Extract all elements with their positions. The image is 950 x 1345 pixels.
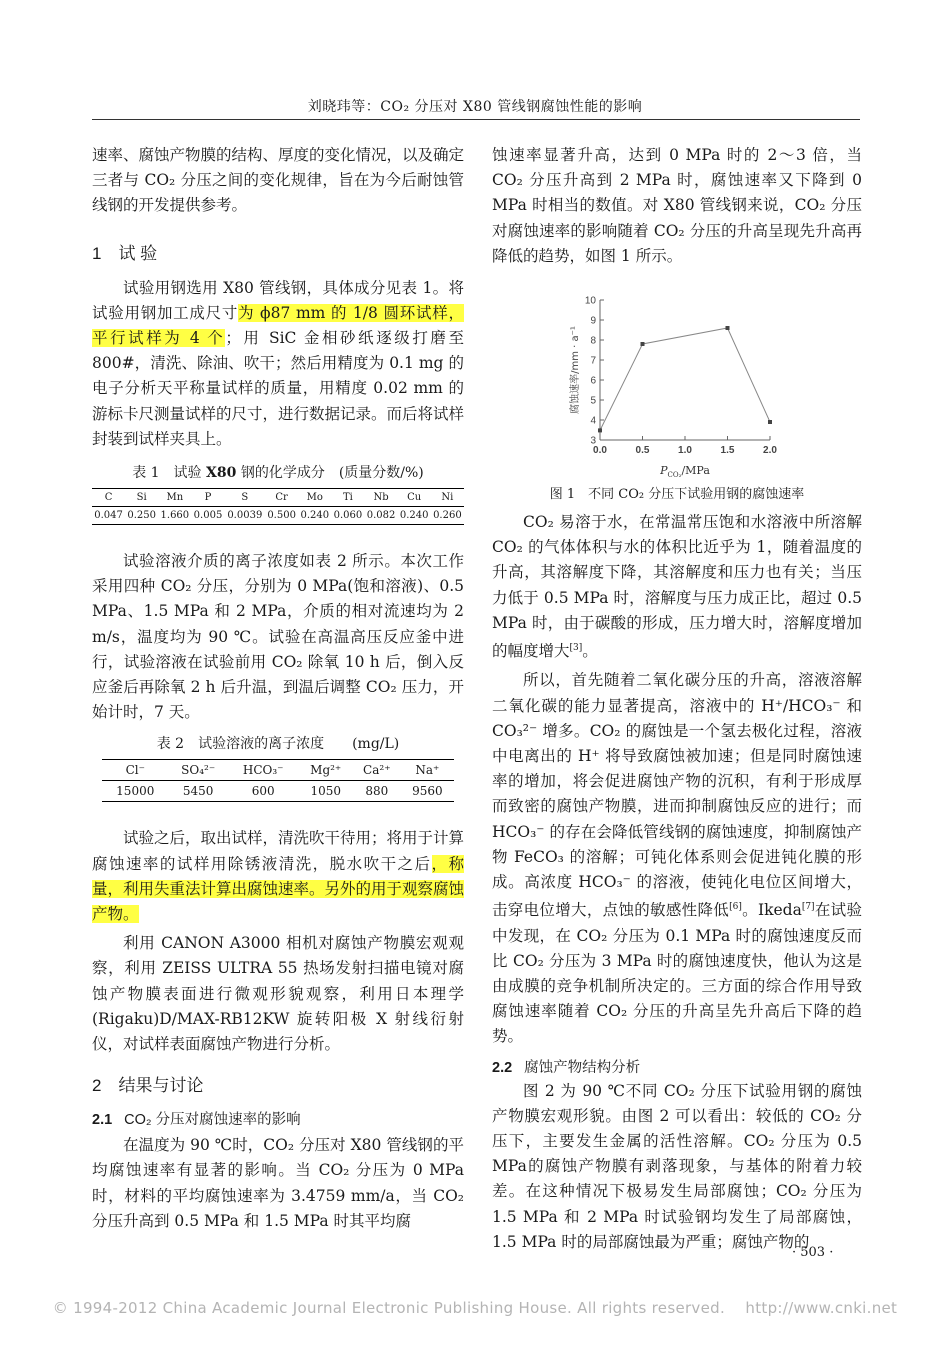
section-1-heading: 1 试 验 — [92, 243, 158, 263]
y-tick-label-0: 3 — [590, 435, 596, 447]
table1-header-0: C — [92, 489, 125, 507]
y-tick-label-7: 10 — [584, 295, 596, 307]
steel-paragraph — [92, 276, 464, 452]
structure-paragraph: 图 2 为 90 ℃不同 CO₂ 分压下试验用钢的腐蚀产物膜宏观形貌。由图 2 可以看出：较低的 CO₂ 分压下，主要发生金属的活性溶解。CO₂ 分压为 0.5 MPa的腐蚀产物膜有剥落现象，与基体的附着力较差。在这种情况下极易发生局部腐蚀；CO₂ 分压为 1.5 MPa 和 2 MPa 时试验钢均发生了局部腐蚀，1.5 MPa 时的局部腐蚀最为严重；腐蚀产物的 — [492, 1081, 862, 1251]
table2-header-5: Na⁺ — [401, 760, 454, 781]
instruments-paragraph: 利用 CANON A3000 相机对腐蚀产物膜宏观观察，利用 ZEISS ULTRA 55 热场发射扫描电镜对腐蚀产物膜表面进行微观形貌观察，利用日本理学(Rigaku)D/MAX-RB12KW 旋转阳极 X 射线衍射仪，对试样表面腐蚀产物进行分析。 — [92, 934, 464, 1054]
table1-cell-6: 0.240 — [298, 507, 331, 525]
table2-cell-4: 880 — [353, 781, 401, 802]
running-head: 刘晓玮等：CO₂ 分压对 X80 管线钢腐蚀性能的影响 — [307, 99, 643, 115]
figure-1-chart — [540, 288, 790, 488]
table1 — [92, 488, 464, 525]
table1-cell-5: 0.500 — [265, 507, 298, 525]
y-tick-label-1: 4 — [590, 415, 596, 427]
steel-text-b: ；用 SiC 金相砂纸逐级打磨至 800#，清洗、除油、吹干；然后用精度为 0.1 mg 的电子分析天平称量试样的质量，用精度 0.02 mm 的游标卡尺测量试样的尺寸，进行数据记录。而后将试样封装到试样夹具上。 — [92, 329, 465, 448]
y-tick-label-2: 5 — [590, 395, 596, 407]
table1-header-3: P — [191, 489, 224, 507]
x-tick-label-1: 0.5 — [635, 445, 650, 456]
copyright-footer: © 1994-2012 China Academic Journal Electronic Publishing House. All rights reserved. http://www.cnki.net — [52, 1299, 898, 1317]
figure-1-caption: 图 1 不同 CO₂ 分压下试验用钢的腐蚀速率 — [549, 487, 805, 502]
table1-caption: 表 1 试验 X80 钢的化学成分 (质量分数/%) — [132, 465, 424, 482]
section-2-1-heading: 2.1 CO₂ 分压对腐蚀速率的影响 — [92, 1112, 301, 1129]
header-rule — [92, 119, 860, 120]
table2-header-1: SO₄²⁻ — [169, 760, 228, 781]
table2-cell-1: 5450 — [169, 781, 228, 802]
data-point-2 — [726, 326, 730, 330]
x-tick-label-3: 1.5 — [720, 445, 735, 456]
table1-cell-4: 0.0039 — [225, 507, 266, 525]
highlight-specimen-size: 为 ϕ87 mm 的 1/8 圆环试样，平行试样为 4 个 — [92, 303, 464, 348]
table2-caption: 表 2 试验溶液的离子浓度 (mg/L) — [156, 736, 400, 753]
right-column-lower — [492, 510, 862, 1255]
ref-7: [7] — [801, 902, 815, 913]
intro-paragraph: 速率、腐蚀产物膜的结构、厚度的变化情况，以及确定三者与 CO₂ 分压之间的变化规律，旨在为今后耐蚀管线钢的开发提供参考。 — [92, 146, 465, 215]
table2-header-0: Cl⁻ — [102, 760, 169, 781]
x-axis-label: $P_{CO_2}$/MPa — [660, 464, 710, 479]
data-point-1 — [641, 342, 645, 346]
table1-header-1: Si — [125, 489, 158, 507]
table1-cell-8: 0.082 — [364, 507, 397, 525]
table2-cell-0: 15000 — [102, 781, 169, 802]
table1-cell-0: 0.047 — [92, 507, 125, 525]
mechanism-paragraph: 所以，首先随着二氧化碳分压的升高，溶液溶解二氧化碳的能力显著提高，溶液中的 H⁺/HCO₃⁻ 和 CO₃²⁻ 增多。CO₂ 的腐蚀是一个氢去极化过程，溶液中电离出的 H⁺ 将导致腐蚀被加速；但是同时腐蚀速率的增加，将会促进腐蚀产物的沉积，有利于形成厚而致密的腐蚀产物膜，进而抑制腐蚀反应的进行；而 HCO₃⁻ 的存在会降低管线钢的腐蚀速度，抑制腐蚀产物 FeCO₃ 的溶解；可钝化体系则会促进钝化膜的形成。高浓度 HCO₃⁻ 的溶液，使钝化电位区间增大，击穿电位增大，点蚀的敏感性降低[6]。Ikeda[7]在试验中发现，在 CO₂ 分压为 0.1 MPa 时的腐蚀速度反而比 CO₂ 分压为 3 MPa 时的腐蚀速度快，他认为这是由成膜的竞争机制所决定的。三方面的综合作用导致腐蚀速率随着 CO₂ 分压的升高呈先升高后下降的趋势。 — [492, 671, 862, 1046]
table2-cell-3: 1050 — [299, 781, 353, 802]
steel-text-a: 试验用钢选用 X80 管线钢，具体成分见表 1。将试验用钢加工成尺寸 — [92, 278, 464, 322]
ref-6: [6] — [729, 902, 742, 913]
rate-paragraph: 在温度为 90 ℃时，CO₂ 分压对 X80 管线钢的平均腐蚀速率有显著的影响。当 CO₂ 分压为 0 MPa时，材料的平均腐蚀速率为 3.4759 mm/a，当 CO₂ 分压升高到 0.5 MPa 和 1.5 MPa 时其平均腐 — [92, 1136, 464, 1230]
table2-cell-2: 600 — [228, 781, 299, 802]
dissolution-paragraph: CO₂ 易溶于水，在常温常压饱和水溶液中所溶解 CO₂ 的气体体积与水的体积比近乎为 1，随着温度的升高，其溶解度下降，其溶解度和压力也有关；当压力低于 0.5 MPa 时，溶解度与压力成正比，超过 0.5 MPa 时，由于碳酸的形成，压力增大时，溶解度增加的幅度增大[3]。 — [492, 513, 862, 661]
table1-header-5: Cr — [265, 489, 298, 507]
table1-header-9: Cu — [398, 489, 431, 507]
table1-cell-7: 0.060 — [331, 507, 364, 525]
y-tick-label-5: 8 — [590, 335, 596, 347]
table2-header-2: HCO₃⁻ — [228, 760, 299, 781]
x-tick-label-4: 2.0 — [763, 445, 777, 456]
table2-header-4: Ca²⁺ — [353, 760, 401, 781]
x-tick-label-2: 1.0 — [678, 445, 692, 456]
y-tick-label-4: 7 — [590, 355, 596, 367]
table2 — [102, 759, 454, 802]
x-tick-label-0: 0.0 — [593, 445, 607, 456]
data-point-0 — [598, 428, 602, 432]
section-2-2-heading: 2.2 腐蚀产物结构分析 — [492, 1059, 641, 1076]
table1-header-6: Mo — [298, 489, 331, 507]
table1-header-4: S — [225, 489, 266, 507]
table1-cell-10: 0.260 — [431, 507, 464, 525]
y-axis-label: 腐蚀速率/mm · a⁻¹ — [570, 326, 581, 414]
right-column — [492, 143, 862, 269]
section-2-heading: 2 结果与讨论 — [92, 1076, 204, 1096]
rate-continued-paragraph: 蚀速率显著升高，达到 0 MPa 时的 2～3 倍，当 CO₂ 分压升高到 2 MPa 时，腐蚀速率又下降到 0 MPa 时相当的数值。对 X80 管线钢来说，CO₂ 分压对腐蚀速率的影响随着 CO₂ 分压的升高呈现先升高再降低的趋势，如图 1 所示。 — [492, 146, 862, 265]
table1-cell-1: 0.250 — [125, 507, 158, 525]
page-number: · 503 · — [792, 1245, 834, 1260]
table1-cell-2: 1.660 — [158, 507, 191, 525]
table1-header-10: Ni — [431, 489, 464, 507]
y-tick-label-3: 6 — [590, 375, 596, 387]
table1-cell-3: 0.005 — [191, 507, 224, 525]
table1-header-8: Nb — [364, 489, 397, 507]
highlight-weight-loss: ，称量，利用失重法计算出腐蚀速率。另外的用于观察腐蚀产物。 — [92, 854, 465, 924]
table1-header-7: Ti — [331, 489, 364, 507]
data-point-3 — [768, 420, 772, 424]
y-tick-label-6: 9 — [590, 315, 596, 327]
ref-3: [3] — [569, 643, 583, 654]
solution-paragraph: 试验溶液介质的离子浓度如表 2 所示。本次工作采用四种 CO₂ 分压，分别为 0 MPa(饱和溶液)、0.5 MPa、1.5 MPa 和 2 MPa，介质的相对流速均为 2 m/s，温度均为 90 ℃。试验在高温高压反应釜中进行，试验溶液在试验前用 CO₂ 除氧 10 h 后，倒入反应釜后再除氧 2 h 后升温，到温后调整 CO₂ 压力，开始计时，7 天。 — [92, 552, 464, 722]
series-line — [600, 328, 770, 430]
table1-header-2: Mn — [158, 489, 191, 507]
left-column — [92, 143, 464, 1234]
table1-cell-9: 0.240 — [398, 507, 431, 525]
table2-cell-5: 9560 — [401, 781, 454, 802]
table2-header-3: Mg²⁺ — [299, 760, 353, 781]
after-test-paragraph: 试验之后，取出试样，清洗吹干待用；将用于计算腐蚀速率的试样用除锈液清洗，脱水吹干之后，称量，利用失重法计算出腐蚀速率。另外的用于观察腐蚀产物。 — [92, 829, 465, 924]
